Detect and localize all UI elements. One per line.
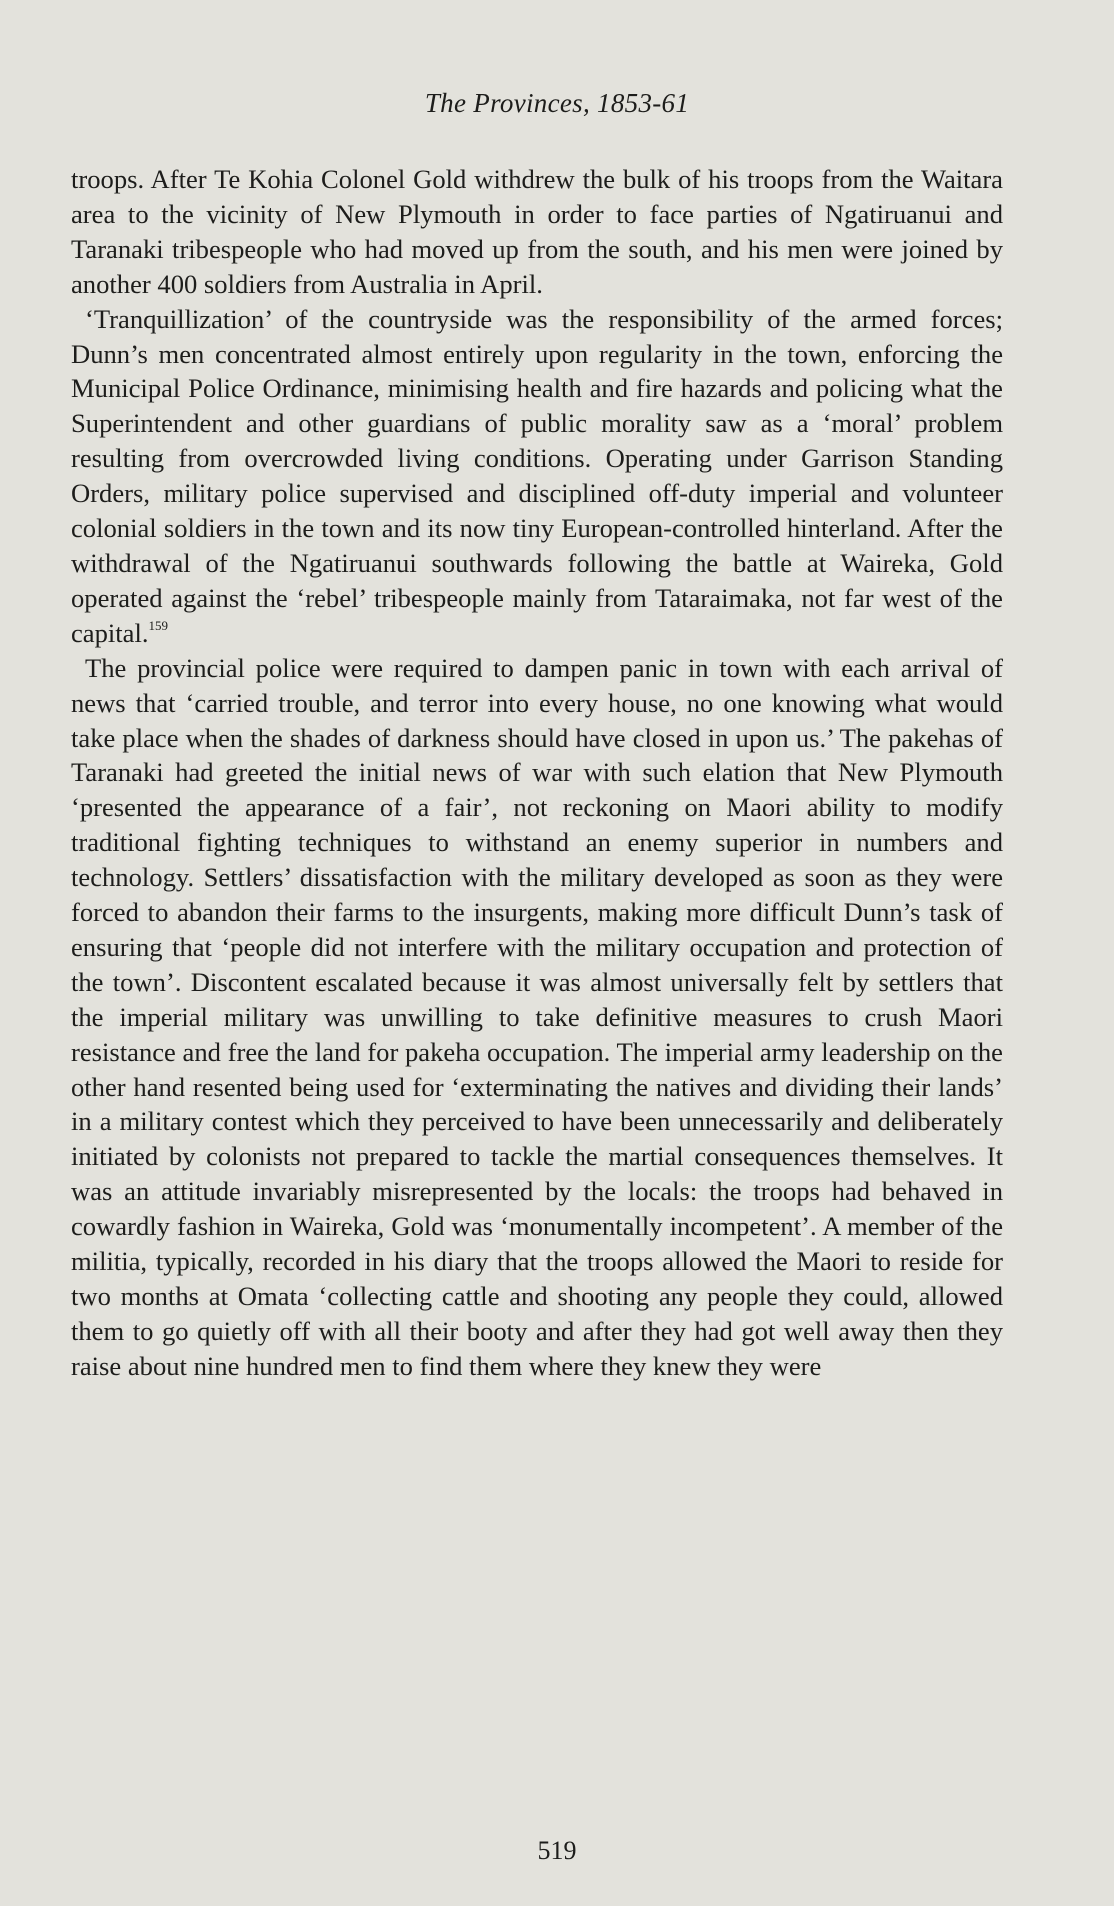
paragraph-2-text: ‘Tranquillization’ of the countryside was the responsibility of the armed forces; Dunn’s men concentrated almost entirely upon regularity in the town, enforcing the Municipal Police Ordinance, minimising health and fire hazards and policing what the Superintendent and other guardians of public morality saw as a ‘moral’ problem resulting from overcrowded living conditions. Operating under Garrison Standing Orders, military police supervised and disciplined off-duty imperial and volunteer colonial soldiers in the town and its now tiny European-controlled hinterland. After the withdrawal of the Ngatiruanui southwards following the battle at Waireka, Gold operated against the ‘rebel’ tribespeople mainly from Tataraimaka, not far west of the capital. [71,303,1003,648]
running-head: The Provinces, 1853-61 [424,88,690,118]
page-number: 519 [537,1836,577,1865]
paragraph-1 [71,162,1003,302]
paragraph-2 [71,302,1003,651]
body-text [71,162,1003,1384]
paragraph-3 [71,651,1003,1384]
paragraph-1-text: troops. After Te Kohia Colonel Gold withdrew the bulk of his troops from the Waitara area to the vicinity of New Plymouth in order to face parties of Ngatiruanui and Taranaki tribespeople who had moved up from the south, and his men were joined by another 400 soldiers from Australia in April. [71,164,1003,299]
paragraph-3-text: The provincial police were required to dampen panic in town with each arrival of news that ‘carried trouble, and terror into every house, no one knowing what would take place when the shades of darkness should have closed in upon us.’ The pakehas of Taranaki had greeted the initial news of war with such elation that New Plymouth ‘presented the appearance of a fair’, not reckoning on Maori ability to modify traditional fighting techniques to withstand an enemy superior in numbers and technology. Settlers’ dissatisfaction with the military developed as soon as they were forced to abandon their farms to the insurgents, making more difficult Dunn’s task of ensuring that ‘people did not interfere with the military occupation and protection of the town’. Discontent escalated because it was almost universally felt by settlers that the imperial military was unwilling to take definitive measures to crush Maori resistance and free the land for pakeha occupation. The imperial army leadership on the other hand resented being used for ‘exterminating the natives and dividing their lands’ in a military contest which they perceived to have been unnecessarily and deliberately initiated by colonists not prepared to tackle the martial consequences themselves. It was an attitude invariably misrepresented by the locals: the troops had behaved in cowardly fashion in Waireka, Gold was ‘monumentally incompetent’. A member of the militia, typically, recorded in his diary that the troops allowed the Maori to reside for two months at Omata ‘collecting cattle and shooting any people they could, allowed them to go quietly off with all their booty and after they had got well away then they raise about nine hundred men to find them where they knew they were [71,652,1003,1381]
footnote-marker: 159 [148,617,169,633]
